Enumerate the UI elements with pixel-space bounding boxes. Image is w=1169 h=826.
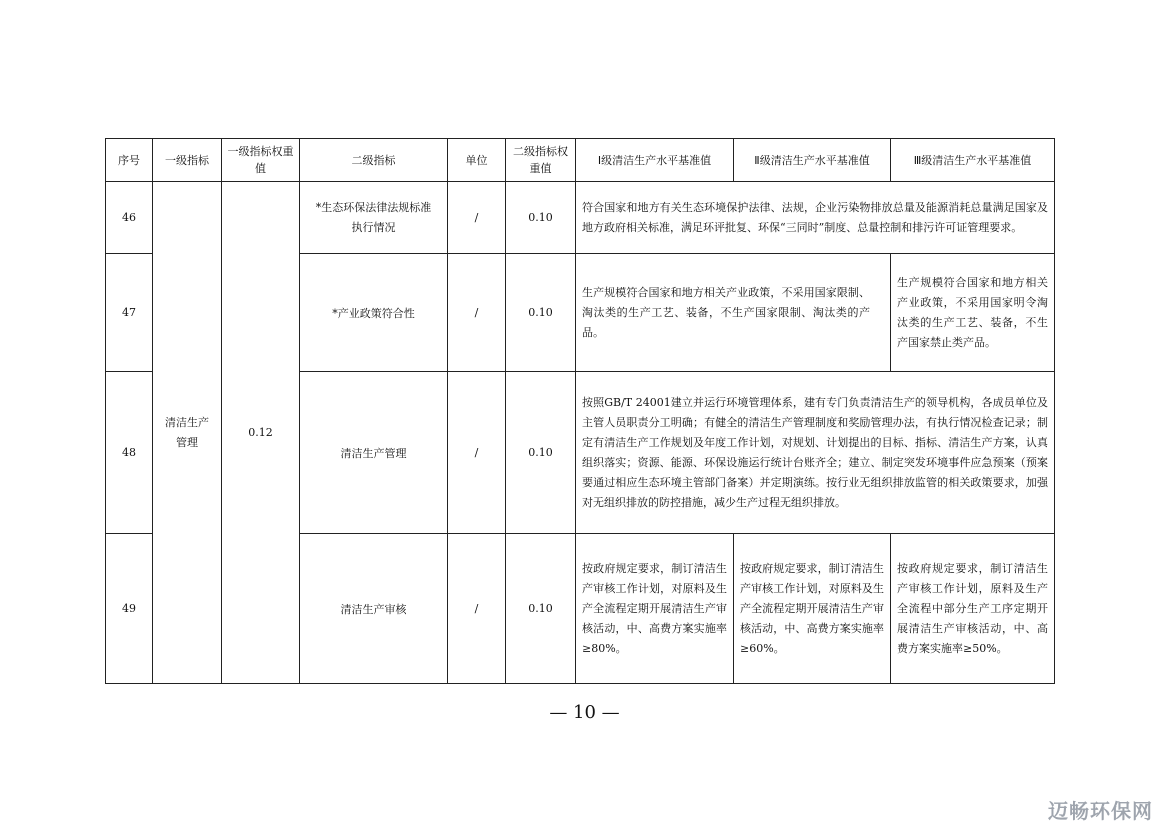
watermark-logo: 迈畅环保网 [1048, 799, 1153, 823]
benchmark-level-2-cell: 按政府规定要求，制订清洁生产审核工作计划，对原料及生产全流程定期开展清洁生产审核活动，中、高费方案实施率≥60%。 [734, 534, 891, 684]
benchmark-all-levels-cell: 按照GB/T 24001建立并运行环境管理体系，建有专门负责清洁生产的领导机构，各成员单位及主管人员职责分工明确；有健全的清洁生产管理制度和奖励管理办法，有执行情况检查记录；制定有清洁生产工作规划及年度工作计划，对规划、计划提出的目标、指标、清洁生产方案，认真组织落实；资源、能源、环保设施运行统计台账齐全；建立、制定突发环境事件应急预案（预案要通过相应生态环境主管部门备案）并定期演练。按行业无组织排放监管的相关政策要求，加强对无组织排放的防控措施，减少生产过程无组织排放。 [576, 372, 1055, 534]
secondary-indicator-cell: 清洁生产审核 [300, 534, 448, 684]
benchmark-level-1-cell: 按政府规定要求，制订清洁生产审核工作计划，对原料及生产全流程定期开展清洁生产审核活动，中、高费方案实施率≥80%。 [576, 534, 734, 684]
benchmark-level-1-2-cell: 生产规模符合国家和地方相关产业政策，不采用国家限制、淘汰类的生产工艺、装备，不生产国家限制、淘汰类的产品。 [576, 254, 891, 372]
unit-cell: / [448, 372, 506, 534]
table-header-row [106, 139, 1055, 182]
unit-cell: / [448, 254, 506, 372]
unit-cell: / [448, 534, 506, 684]
header-secondary-indicator: 二级指标 [300, 139, 448, 182]
row-serial: 46 [106, 182, 153, 254]
row-serial: 47 [106, 254, 153, 372]
unit-cell: / [448, 182, 506, 254]
header-primary-weight: 一级指标权重值 [222, 139, 300, 182]
benchmark-level-3-cell: 按政府规定要求，制订清洁生产审核工作计划，原料及生产全流程中部分生产工序定期开展清洁生产审核活动，中、高费方案实施率≥50%。 [891, 534, 1055, 684]
benchmark-all-levels-cell: 符合国家和地方有关生态环境保护法律、法规，企业污染物排放总量及能源消耗总量满足国家及地方政府相关标准，满足环评批复、环保“三同时”制度、总量控制和排污许可证管理要求。 [576, 182, 1055, 254]
benchmark-level-3-cell: 生产规模符合国家和地方相关产业政策，不采用国家明令淘汰类的生产工艺、装备，不生产国家禁止类产品。 [891, 254, 1055, 372]
secondary-weight-cell: 0.10 [506, 534, 576, 684]
indicator-table [105, 138, 1055, 684]
primary-weight-cell: 0.12 [222, 182, 300, 684]
header-secondary-weight: 二级指标权重值 [506, 139, 576, 182]
row-serial: 49 [106, 534, 153, 684]
page-number: — 10 — [549, 702, 620, 723]
row-serial: 48 [106, 372, 153, 534]
secondary-indicator-cell: *生态环保法律法规标准执行情况 [300, 182, 448, 254]
primary-indicator-cell: 清洁生产管理 [153, 182, 222, 684]
header-level-1: Ⅰ级清洁生产水平基准值 [576, 139, 734, 182]
secondary-indicator-cell: 清洁生产管理 [300, 372, 448, 534]
header-serial: 序号 [106, 139, 153, 182]
secondary-weight-cell: 0.10 [506, 182, 576, 254]
header-level-3: Ⅲ级清洁生产水平基准值 [891, 139, 1055, 182]
secondary-weight-cell: 0.10 [506, 372, 576, 534]
header-unit: 单位 [448, 139, 506, 182]
secondary-indicator-cell: *产业政策符合性 [300, 254, 448, 372]
secondary-weight-cell: 0.10 [506, 254, 576, 372]
header-primary-indicator: 一级指标 [153, 139, 222, 182]
header-level-2: Ⅱ级清洁生产水平基准值 [734, 139, 891, 182]
table-row [106, 182, 1055, 254]
